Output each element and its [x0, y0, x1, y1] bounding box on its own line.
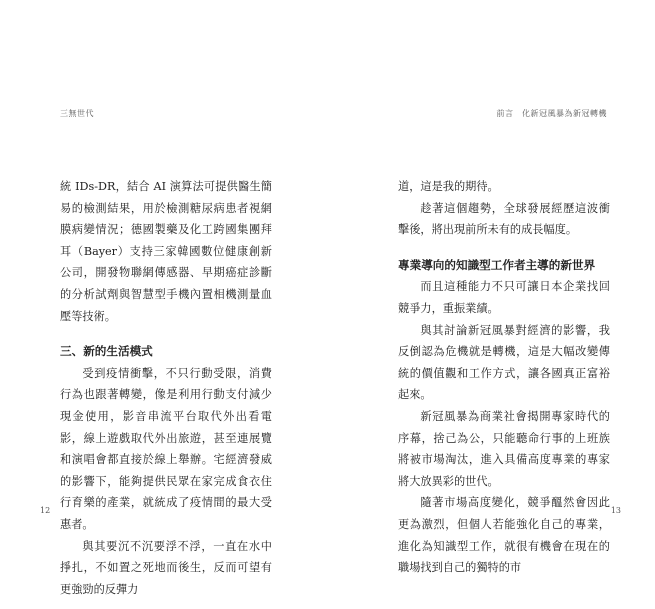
paragraph: 受到疫情衝擊，不只行動受限，消費行為也跟著轉變，像是利用行動支付減少現金使用，影音串流平台取代外出看電影，線上遊戲取代外出旅遊，甚至連展覽和演唱會都直接於線上舉辦。宅經濟發威的影響下，能夠提供民眾在家完成食衣住行育樂的產業，就統成了疫情間的最大受惠者。: [60, 366, 272, 531]
paragraph: 道，這是我的期待。: [398, 180, 499, 193]
page-number: 12: [40, 506, 51, 515]
running-head-chapter-title: 前言 化新冠風暴為新冠轉機: [496, 109, 607, 118]
left-page: [0, 0, 327, 609]
right-page: [328, 0, 655, 609]
section-heading: 三、新的生活模式: [60, 344, 153, 359]
paragraph: 與其要沉不沉要浮不浮，一直在水中掙扎，不如置之死地而後生，反而可望有更強勁的反彈力: [60, 539, 272, 596]
paragraph: 與其討論新冠風暴對經濟的影響，我反倒認為危機就是轉機，這是大幅改變傳統的價值觀和工作方式，讓各國真正富裕起來。: [398, 323, 610, 402]
paragraph: 隨著市場高度變化，競爭醞然會因此更為激烈，但個人若能強化自己的專業，進化為知識型工作，就很有機會在現在的職場找到自己的獨特的市: [398, 496, 610, 575]
paragraph: 新冠風暴為商業社會揭開專家時代的序幕，捨己為公，只能聽命行事的上班族將被市場淘汰，進入具備高度專業的專家將大放異彩的世代。: [398, 409, 610, 488]
paragraph: 趁著這個趨勢，全球發展經歷這波衝擊後，將出現前所未有的成長幅度。: [398, 201, 610, 237]
page-number: 13: [610, 506, 621, 515]
running-head-book-title: 三無世代: [60, 109, 94, 118]
paragraph: 而且這種能力不只可讓日本企業找回競爭力，重振業績。: [398, 280, 610, 315]
right-body-text: [398, 176, 610, 579]
paragraph: 統 IDs-DR，結合 AI 演算法可提供醫生簡易的檢測結果，用於檢測糖尿病患者視網膜病變情況；德國製藥及化工跨國集團拜耳（Bayer）支持三家韓國數位健康創新公司，開發物聯網傳感器、早期癌症診斷的分析試劑與智慧型手機內置相機測量血壓等技術。: [60, 180, 272, 323]
paragraph-gap: [60, 327, 272, 341]
section-heading: 專業導向的知識型工作者主導的新世界: [398, 257, 596, 272]
paragraph-gap: [398, 241, 610, 255]
left-body-text: [60, 176, 272, 600]
